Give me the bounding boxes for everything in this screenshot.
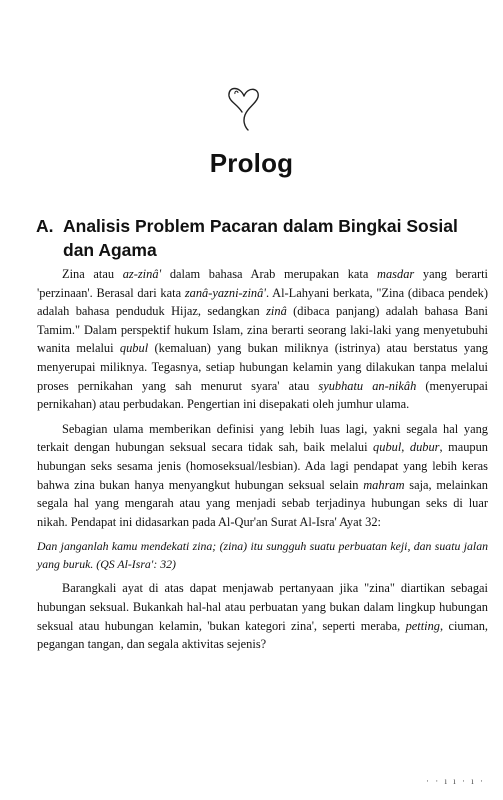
italic-term: qubul	[373, 440, 402, 455]
section-title: Analisis Problem Pacaran dalam Bingkai Sosial dan Agama	[63, 216, 458, 260]
text-run: dalam bahasa Arab merupakan kata	[161, 267, 378, 281]
chapter-title: Prolog	[209, 148, 294, 178]
italic-term: mahram	[363, 477, 405, 492]
page-edge-marks: · · ı ı · ı ·	[426, 776, 485, 786]
text-run: Barangkali ayat di atas dapat menjawab pertanyaan jika "zina" diartikan sebagai hubungan seksual. Bukankah hal-hal atau perbuatan yang bukan dalam lingkup hubungan seksual atau hubungan kelamin, 'bukan kategori zina', seperti meraba,	[37, 581, 488, 633]
text-run: ,	[401, 440, 410, 455]
italic-term: az-zinâ'	[122, 267, 162, 281]
italic-term: dubur	[409, 440, 440, 455]
text-run: yang berarti 'perzinaan'. Berasal dari kata	[37, 267, 489, 300]
text-run: (kemaluan) yang bukan miliknya (istrinya) atau berstatus yang menyerupai miliknya. Tegasnya, setiap hubungan kelamin yang dilakukan tanpa melalui proses pernikahan yang sah menurut syara' atau	[37, 341, 488, 393]
paragraph	[37, 265, 488, 414]
italic-term: masdar	[377, 267, 415, 281]
quran-quote: Dan janganlah kamu mendekati zina; (zina) itu sungguh suatu perbuatan keji, dan suatu jalan yang buruk. (QS Al-Isra': 32)	[37, 539, 488, 572]
section-heading	[36, 214, 491, 262]
italic-term: syubhatu an-nikâh	[318, 378, 417, 393]
italic-term: petting	[405, 618, 441, 633]
section-number: A.	[36, 216, 54, 236]
text-run: Zina atau	[62, 267, 123, 281]
italic-term: zinâ	[266, 304, 287, 319]
paragraph	[37, 420, 488, 532]
text-run: . Al-Lahyani berkata, "Zina (dibaca pendek) adalah bahasa penduduk Hijaz, sedangkan	[37, 285, 488, 319]
text-run: , maupun hubungan seks sesama jenis (homoseksual/lesbian). Ada lagi pendapat yang lebih keras bahwa zina bukan hanya menyangkut hubungan seksual selain	[37, 440, 488, 492]
italic-term: zanâ-yazni-zinâ'	[184, 285, 266, 300]
paragraph	[37, 579, 488, 653]
text-run: (menyerupai pernikahan) atau perbudakan. Pengertian ini disepakati oleh jumhur ulama.	[37, 378, 489, 412]
text-run: (dibaca panjang) adalah bahasa Bani Tamim." Dalam perspektif hukum Islam, zina berarti seorang laki-laki yang menyetubuhi wanita melalui	[37, 304, 488, 356]
heart-swirl-ornament-icon	[222, 82, 266, 134]
body-text	[37, 265, 488, 660]
text-run: , ciuman, pegangan tangan, dan segala aktivitas sejenis?	[37, 618, 489, 652]
text-run: Sebagian ulama memberikan definisi yang lebih luas lagi, yakni segala hal yang terkait dengan hubungan seksual secara tidak sah, baik melalui	[37, 421, 488, 455]
italic-term: qubul	[119, 341, 149, 356]
text-run: saja, melainkan segala hal yang mengarah atau yang menjadi sebab terjadinya hubungan seks di luar nikah. Pendapat ini didasarkan pada Al-Qur'an Surat Al-Isra' Ayat 32:	[37, 477, 488, 529]
